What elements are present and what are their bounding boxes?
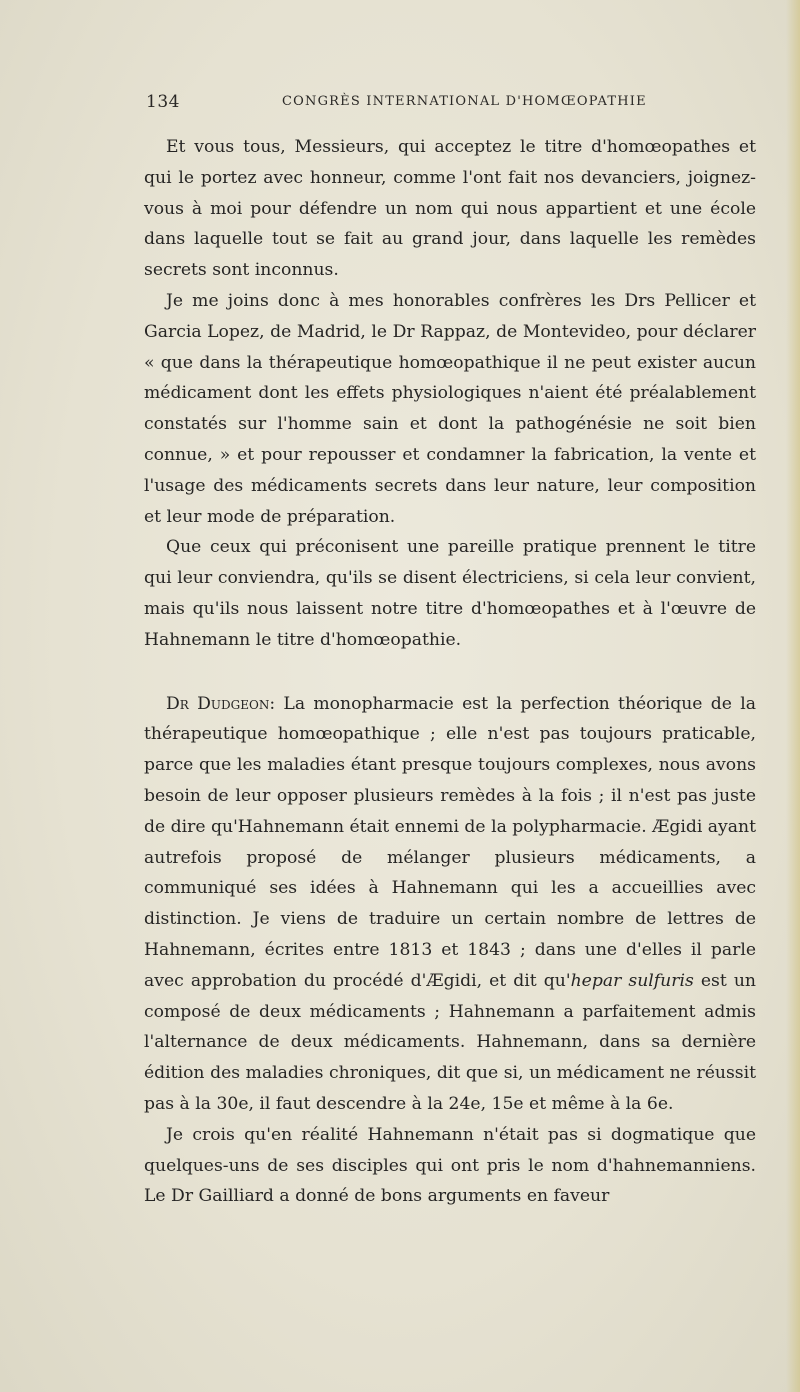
page-edge-shadow bbox=[786, 0, 800, 1392]
body-text bbox=[144, 132, 756, 1212]
paragraph: Je crois qu'en réalité Hahnemann n'était pas si dogmatique que quelques-uns de ses disciples qui ont pris le nom d'hahnemanniens. Le Dr Gailliard a donné de bons arguments en faveur bbox=[144, 1124, 756, 1207]
paragraph: Et vous tous, Messieurs, qui acceptez le titre d'homœopathes et qui le portez avec honneur, comme l'ont fait nos devanciers, joignez-vous à moi pour défendre un nom qui nous appartient et une école dans laquelle tout se fait au grand jour, dans laquelle les remèdes secrets sont inconnus. bbox=[144, 137, 756, 281]
page-number: 134 bbox=[146, 92, 180, 112]
speaker-name: Dr Dudgeon bbox=[166, 693, 270, 714]
paragraph: Que ceux qui préconisent une pareille pratique prennent le titre qui leur conviendra, qu'ils se disent électriciens, si cela leur convient, mais qu'ils nous laissent notre titre d'homœopathes et à l'œuvre de Hahnemann le titre d'homœopathie. bbox=[144, 537, 756, 650]
page-header bbox=[146, 92, 652, 116]
paragraph: Je me joins donc à mes honorables confrères les Drs Pellicer et Garcia Lopez, de Madrid, le Dr Rappaz, de Montevideo, pour déclarer « que dans la thérapeutique homœopathique il ne peut exister aucun médicament dont les effets physiologiques n'aient été préalablement constatés sur l'homme sain et dont la pathogénésie ne soit bien connue, » et pour repousser et condamner la fabrication, la vente et l'usage des médicaments secrets dans leur nature, leur composition et leur mode de préparation. bbox=[144, 290, 756, 527]
paragraph-text: : La monopharmacie est la perfection théorique de la thérapeutique homœopathique ; elle n'est pas toujours praticable, parce que les maladies étant presque toujours complexes, nous avons besoin de leur opposer plusieurs remèdes à la fois ; il n'est pas juste de dire qu'Hahnemann était ennemi de la polypharmacie. Ægidi ayant autrefois proposé de mélanger plusieurs médicaments, a communiqué ses idées à Hahnemann qui les a accueillies avec distinction. Je viens de traduire un certain nombre de lettres de Hahnemann, écrites entre 1813 et 1843 ; dans une d'elles il parle avec approbation du procédé d'Ægidi, et dit qu' bbox=[144, 693, 757, 991]
running-title: CONGRÈS INTERNATIONAL D'HOMŒOPATHIE bbox=[282, 94, 647, 109]
paragraph-text: est un composé de deux médicaments ; Hahnemann a parfaitement admis l'alternance de deux médicaments. Hahnemann, dans sa dernière édition des maladies chroniques, dit que si, un médicament ne réussit pas à la 30e, il faut descendre à la 24e, 15e et même à la 6e. bbox=[144, 970, 756, 1114]
speaker-paragraph bbox=[144, 689, 756, 1120]
italic-term: hepar sulfuris bbox=[570, 970, 694, 991]
